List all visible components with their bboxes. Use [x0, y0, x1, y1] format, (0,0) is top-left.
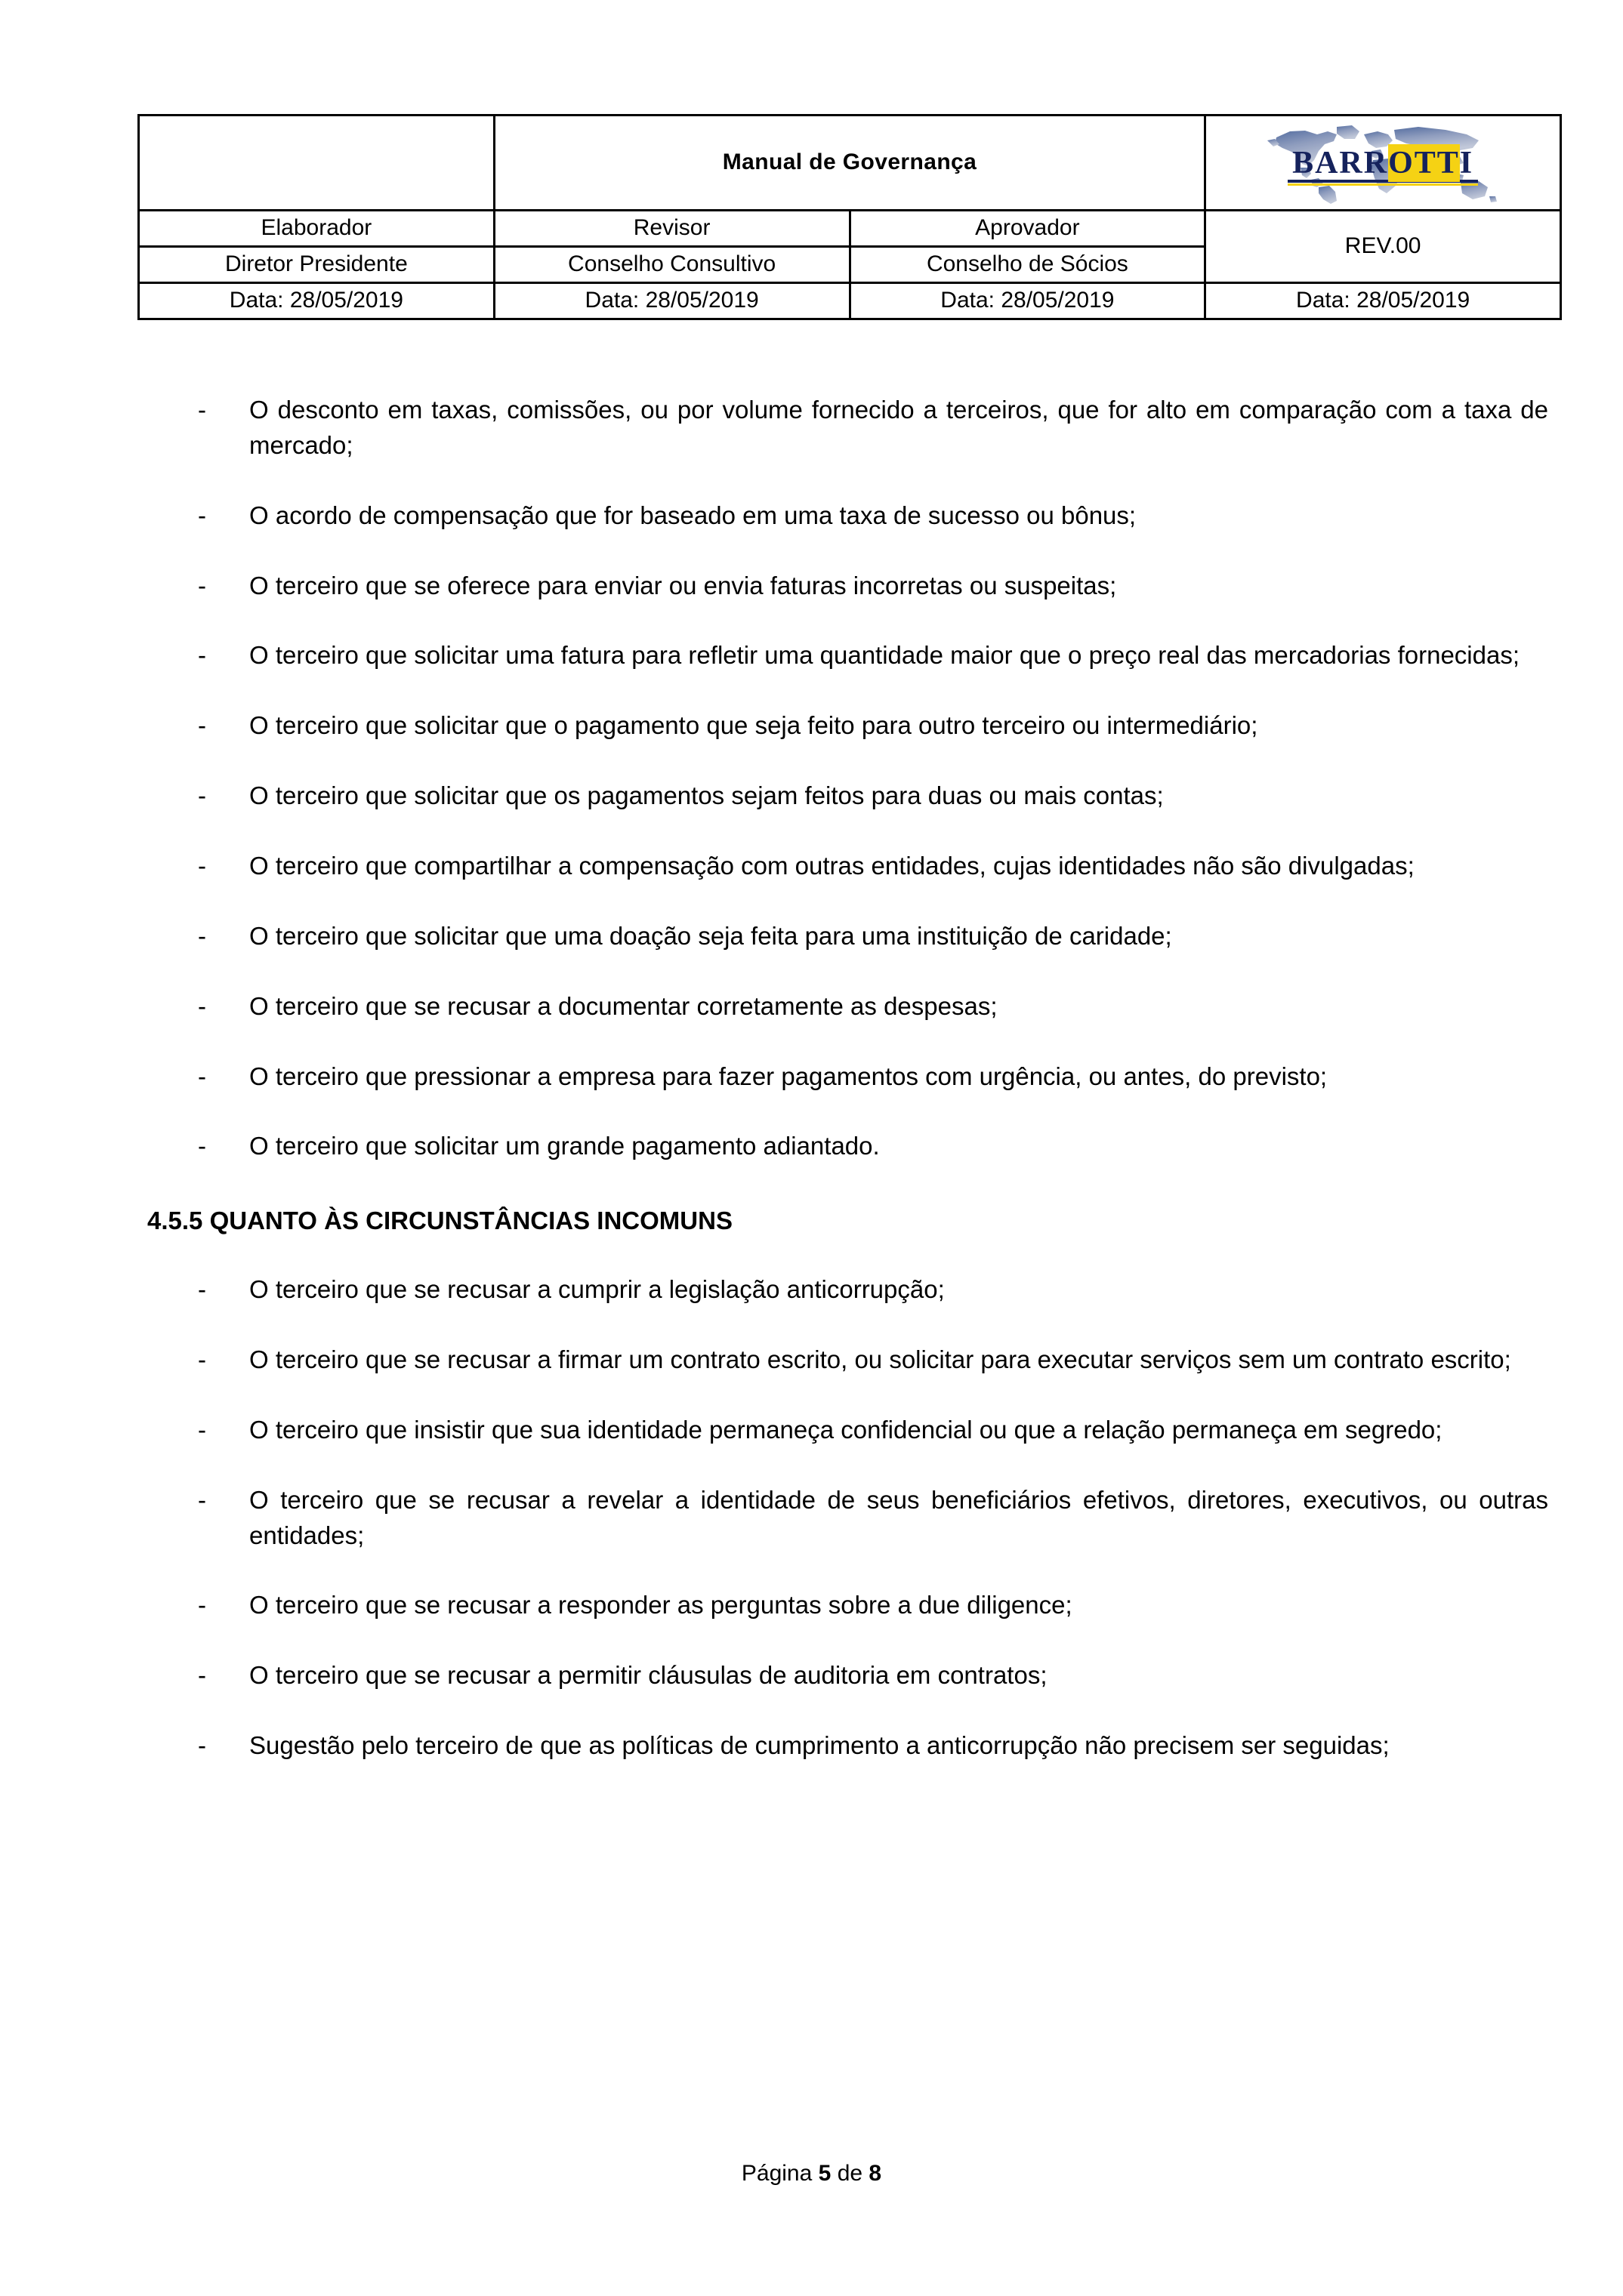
- list-item-text: O terceiro que insistir que sua identidade permaneça confidencial ou que a relação permaneça em segredo;: [249, 1415, 1442, 1444]
- date-aprovador: Data: 28/05/2019: [850, 283, 1205, 319]
- list-item: [0, 1059, 1623, 1095]
- list-item: [0, 1129, 1623, 1164]
- bullet-marker: -: [198, 396, 206, 424]
- header-blank-cell: [139, 116, 495, 211]
- footer-middle: de: [837, 2161, 863, 2186]
- list-item: [0, 569, 1623, 604]
- bullet-marker: -: [198, 1661, 206, 1690]
- list-item: [0, 1483, 1623, 1554]
- bullet-marker: -: [198, 921, 206, 950]
- list-item-text: O terceiro que solicitar um grande pagamento adiantado.: [249, 1132, 880, 1160]
- bullet-marker: -: [198, 1132, 206, 1160]
- document-title: Manual de Governança: [494, 116, 1205, 211]
- list-item-text: O terceiro que se recusar a cumprir a legislação anticorrupção;: [249, 1275, 945, 1304]
- name-conselho-de-socios: Conselho de Sócios: [850, 247, 1205, 283]
- date-revisor: Data: 28/05/2019: [494, 283, 850, 319]
- list-item-text: O terceiro que se recusar a revelar a identidade de seus beneficiários efetivos, diretores, executivos, ou outras entidades;: [249, 1485, 1548, 1549]
- list-item: [0, 919, 1623, 954]
- bullet-marker: -: [198, 1485, 206, 1514]
- footer-total-pages: 8: [869, 2161, 882, 2186]
- list-item: [0, 1658, 1623, 1693]
- role-elaborador: Elaborador: [139, 211, 495, 247]
- header-roles-row: [139, 211, 1561, 247]
- company-logo-cell: [1205, 116, 1561, 211]
- list-item: [0, 638, 1623, 673]
- list-item-text: O terceiro que pressionar a empresa para fazer pagamentos com urgência, ou antes, do previsto;: [249, 1062, 1328, 1090]
- header-title-row: [139, 116, 1561, 211]
- list-item-text: O desconto em taxas, comissões, ou por volume fornecido a terceiros, que for alto em comparação com a taxa de mercado;: [249, 396, 1548, 459]
- list-item-text: O terceiro que compartilhar a compensação com outras entidades, cujas identidades não são divulgadas;: [249, 852, 1415, 880]
- bullet-marker: -: [198, 852, 206, 880]
- bullet-marker: -: [198, 1345, 206, 1374]
- document-body: [0, 393, 1623, 1798]
- world-map-logo: [1206, 119, 1560, 208]
- footer-prefix: Página: [741, 2161, 813, 2186]
- bullet-marker: -: [198, 1591, 206, 1620]
- bullet-marker: -: [198, 1415, 206, 1444]
- list-item: [0, 778, 1623, 814]
- list-item: [0, 1413, 1623, 1448]
- section-heading: 4.5.5 QUANTO ÀS CIRCUNSTÂNCIAS INCOMUNS: [147, 1207, 733, 1235]
- date-elaborador: Data: 28/05/2019: [139, 283, 495, 319]
- bullet-marker: -: [198, 781, 206, 810]
- list-item-text: O terceiro que se recusar a responder as perguntas sobre a due diligence;: [249, 1591, 1072, 1620]
- list-item-text: O terceiro que se oferece para enviar ou envia faturas incorretas ou suspeitas;: [249, 571, 1117, 599]
- list-item: [0, 1342, 1623, 1378]
- bullet-marker: -: [198, 711, 206, 740]
- list-item: [0, 1728, 1623, 1764]
- logo-yellow-rule: [1288, 183, 1478, 186]
- bullet-marker: -: [198, 1275, 206, 1304]
- bullet-marker: -: [198, 571, 206, 599]
- logo-wordmark-part1: BARR: [1292, 145, 1389, 180]
- bullet-marker: -: [198, 641, 206, 670]
- list-item: [0, 1588, 1623, 1623]
- list-item: [0, 849, 1623, 884]
- list-item-text: O terceiro que solicitar uma fatura para refletir uma quantidade maior que o preço real das mercadorias fornecidas;: [249, 641, 1520, 670]
- list-item-text: O terceiro que se recusar a documentar corretamente as despesas;: [249, 991, 998, 1020]
- bullet-marker: -: [198, 501, 206, 529]
- role-aprovador: Aprovador: [850, 211, 1205, 247]
- page-footer: [0, 2161, 1623, 2187]
- name-conselho-consultivo: Conselho Consultivo: [494, 247, 850, 283]
- list-item: [0, 393, 1623, 464]
- list-item-text: O terceiro que solicitar que os pagamentos sejam feitos para duas ou mais contas;: [249, 781, 1164, 810]
- list-item-text: Sugestão pelo terceiro de que as políticas de cumprimento a anticorrupção não precisem ser seguidas;: [249, 1731, 1390, 1760]
- list-item-text: O acordo de compensação que for baseado em uma taxa de sucesso ou bônus;: [249, 501, 1137, 529]
- logo-wordmark-part3: I: [1459, 145, 1474, 180]
- date-revisao: Data: 28/05/2019: [1205, 283, 1561, 319]
- bullet-marker: -: [198, 1731, 206, 1760]
- logo-wordmark: [1292, 147, 1473, 179]
- document-header-table: [137, 114, 1562, 320]
- bullet-marker: -: [198, 1062, 206, 1090]
- bullet-marker: -: [198, 991, 206, 1020]
- list-item-text: O terceiro que solicitar que o pagamento que seja feito para outro terceiro ou intermediário;: [249, 711, 1258, 740]
- logo-wordmark-layer: [1206, 119, 1560, 208]
- footer-page-number: 5: [818, 2161, 832, 2186]
- list-item: [0, 1272, 1623, 1308]
- list-item-text: O terceiro que se recusar a permitir cláusulas de auditoria em contratos;: [249, 1661, 1048, 1690]
- header-dates-row: [139, 283, 1561, 319]
- list-item: [0, 989, 1623, 1025]
- list-item-text: O terceiro que se recusar a firmar um contrato escrito, ou solicitar para executar serviços sem um contrato escrito;: [249, 1345, 1511, 1374]
- list-item-text: O terceiro que solicitar que uma doação seja feita para uma instituição de caridade;: [249, 921, 1172, 950]
- list-item: [0, 708, 1623, 744]
- logo-wordmark-part2: OTT: [1388, 145, 1460, 180]
- list-item: [0, 498, 1623, 534]
- role-revisor: Revisor: [494, 211, 850, 247]
- revision-label: REV.00: [1205, 211, 1561, 283]
- name-diretor-presidente: Diretor Presidente: [139, 247, 495, 283]
